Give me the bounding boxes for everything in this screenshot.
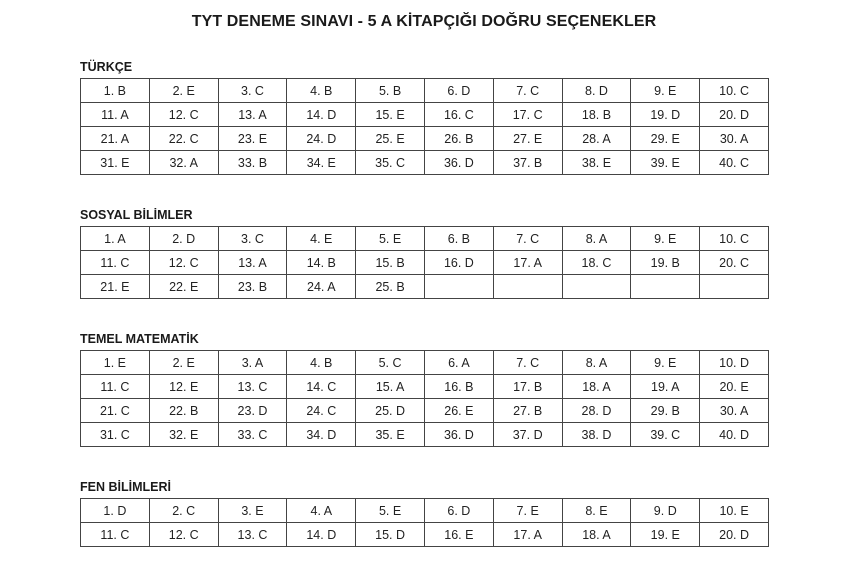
answer-cell: 10. D: [700, 351, 769, 375]
answer-cell: 23. B: [218, 275, 287, 299]
answer-cell: 5. E: [356, 227, 425, 251]
table-row: [81, 423, 769, 447]
answer-cell: 15. D: [356, 523, 425, 547]
answer-cell: 17. B: [493, 375, 562, 399]
answer-cell: 19. B: [631, 251, 700, 275]
table-row: [81, 151, 769, 175]
answer-cell: [562, 275, 631, 299]
answer-cell: 6. A: [424, 351, 493, 375]
answer-cell: 13. A: [218, 251, 287, 275]
answer-cell: [493, 275, 562, 299]
answer-cell: [700, 275, 769, 299]
answer-cell: 22. B: [149, 399, 218, 423]
section-title: SOSYAL BİLİMLER: [80, 208, 193, 222]
answer-cell: 10. C: [700, 227, 769, 251]
answer-cell: 11. C: [81, 251, 150, 275]
answer-cell: 36. D: [424, 423, 493, 447]
answer-cell: 34. E: [287, 151, 356, 175]
answer-cell: 13. C: [218, 523, 287, 547]
answer-cell: 4. B: [287, 79, 356, 103]
answer-cell: 33. B: [218, 151, 287, 175]
answer-cell: 13. C: [218, 375, 287, 399]
answer-cell: 30. A: [700, 399, 769, 423]
answer-cell: 14. C: [287, 375, 356, 399]
answer-cell: 8. A: [562, 227, 631, 251]
answer-cell: 3. C: [218, 227, 287, 251]
answer-cell: 7. C: [493, 227, 562, 251]
table-row: [81, 375, 769, 399]
answer-cell: 17. C: [493, 103, 562, 127]
answer-cell: 16. C: [424, 103, 493, 127]
answer-cell: 7. C: [493, 351, 562, 375]
answer-cell: 11. C: [81, 375, 150, 399]
answer-cell: 32. E: [149, 423, 218, 447]
answer-cell: 26. B: [424, 127, 493, 151]
table-row: [81, 523, 769, 547]
answer-cell: 17. A: [493, 523, 562, 547]
answer-cell: 5. B: [356, 79, 425, 103]
answer-cell: 8. E: [562, 499, 631, 523]
answer-cell: 16. B: [424, 375, 493, 399]
answer-cell: 1. D: [81, 499, 150, 523]
table-row: [81, 351, 769, 375]
answer-cell: 18. A: [562, 375, 631, 399]
section-temel-matematik: [80, 330, 769, 447]
answer-cell: 10. E: [700, 499, 769, 523]
answer-cell: [631, 275, 700, 299]
answer-cell: 15. A: [356, 375, 425, 399]
answer-cell: 16. E: [424, 523, 493, 547]
answer-cell: 3. A: [218, 351, 287, 375]
answer-cell: 35. C: [356, 151, 425, 175]
answer-cell: 10. C: [700, 79, 769, 103]
answer-cell: 35. E: [356, 423, 425, 447]
answer-cell: 40. C: [700, 151, 769, 175]
answer-cell: 37. D: [493, 423, 562, 447]
answer-cell: 5. E: [356, 499, 425, 523]
answer-cell: 9. E: [631, 79, 700, 103]
answer-cell: 26. E: [424, 399, 493, 423]
answer-cell: 20. D: [700, 523, 769, 547]
answer-cell: 11. A: [81, 103, 150, 127]
answer-cell: 18. A: [562, 523, 631, 547]
answer-cell: 5. C: [356, 351, 425, 375]
answer-cell: 12. C: [149, 103, 218, 127]
answer-cell: 38. E: [562, 151, 631, 175]
page-title: TYT DENEME SINAVI - 5 A KİTAPÇIĞI DOĞRU SEÇENEKLER: [191, 13, 657, 30]
answer-cell: 38. D: [562, 423, 631, 447]
answer-cell: 18. C: [562, 251, 631, 275]
answer-cell: 20. E: [700, 375, 769, 399]
answer-cell: 8. A: [562, 351, 631, 375]
answer-cell: 27. B: [493, 399, 562, 423]
answer-cell: 15. E: [356, 103, 425, 127]
section-title: FEN BİLİMLERİ: [80, 480, 171, 494]
answer-cell: 23. D: [218, 399, 287, 423]
answer-cell: 9. E: [631, 351, 700, 375]
answer-cell: 1. B: [81, 79, 150, 103]
answer-cell: 3. C: [218, 79, 287, 103]
section-title: TÜRKÇE: [80, 60, 133, 74]
answer-cell: 12. E: [149, 375, 218, 399]
answer-table: [80, 78, 769, 175]
answer-table: [80, 350, 769, 447]
answer-cell: 17. A: [493, 251, 562, 275]
answer-cell: 24. D: [287, 127, 356, 151]
answer-cell: 16. D: [424, 251, 493, 275]
answer-table: [80, 226, 769, 299]
answer-cell: 21. E: [81, 275, 150, 299]
answer-cell: 31. E: [81, 151, 150, 175]
answer-cell: 9. E: [631, 227, 700, 251]
answer-cell: 2. E: [149, 351, 218, 375]
answer-cell: 37. B: [493, 151, 562, 175]
answer-cell: 6. D: [424, 79, 493, 103]
answer-cell: 23. E: [218, 127, 287, 151]
answer-cell: 20. D: [700, 103, 769, 127]
answer-cell: 18. B: [562, 103, 631, 127]
section-fen-bilimleri: [80, 478, 769, 547]
table-row: [81, 103, 769, 127]
table-row: [81, 251, 769, 275]
answer-cell: 22. E: [149, 275, 218, 299]
answer-cell: 9. D: [631, 499, 700, 523]
answer-cell: 2. C: [149, 499, 218, 523]
answer-cell: 14. B: [287, 251, 356, 275]
answer-cell: 2. D: [149, 227, 218, 251]
section-title: TEMEL MATEMATİK: [80, 332, 199, 346]
answer-cell: 22. C: [149, 127, 218, 151]
answer-cell: 6. B: [424, 227, 493, 251]
answer-cell: 24. C: [287, 399, 356, 423]
answer-cell: 7. E: [493, 499, 562, 523]
answer-cell: 24. A: [287, 275, 356, 299]
answer-cell: 12. C: [149, 523, 218, 547]
answer-cell: 39. C: [631, 423, 700, 447]
answer-cell: 19. E: [631, 523, 700, 547]
answer-cell: 13. A: [218, 103, 287, 127]
answer-cell: 19. D: [631, 103, 700, 127]
answer-cell: 39. E: [631, 151, 700, 175]
section-sosyal-bilimler: [80, 206, 769, 299]
answer-cell: 21. A: [81, 127, 150, 151]
answer-cell: 33. C: [218, 423, 287, 447]
answer-cell: 25. E: [356, 127, 425, 151]
table-row: [81, 227, 769, 251]
answer-cell: 3. E: [218, 499, 287, 523]
answer-table: [80, 498, 769, 547]
answer-cell: 6. D: [424, 499, 493, 523]
answer-cell: 29. B: [631, 399, 700, 423]
answer-cell: 25. B: [356, 275, 425, 299]
answer-cell: 14. D: [287, 523, 356, 547]
answer-cell: 15. B: [356, 251, 425, 275]
answer-cell: 12. C: [149, 251, 218, 275]
answer-cell: 4. E: [287, 227, 356, 251]
answer-cell: 21. C: [81, 399, 150, 423]
answer-cell: 27. E: [493, 127, 562, 151]
answer-cell: 20. C: [700, 251, 769, 275]
answer-cell: 31. C: [81, 423, 150, 447]
answer-cell: 32. A: [149, 151, 218, 175]
table-row: [81, 127, 769, 151]
section-turkce: [80, 58, 769, 175]
answer-cell: 1. E: [81, 351, 150, 375]
answer-cell: 30. A: [700, 127, 769, 151]
table-row: [81, 499, 769, 523]
answer-cell: 28. D: [562, 399, 631, 423]
table-row: [81, 79, 769, 103]
answer-cell: 19. A: [631, 375, 700, 399]
answer-cell: 28. A: [562, 127, 631, 151]
answer-cell: 40. D: [700, 423, 769, 447]
answer-cell: 36. D: [424, 151, 493, 175]
answer-cell: 4. B: [287, 351, 356, 375]
answer-cell: 25. D: [356, 399, 425, 423]
answer-cell: 8. D: [562, 79, 631, 103]
answer-cell: 14. D: [287, 103, 356, 127]
table-row: [81, 275, 769, 299]
answer-cell: 34. D: [287, 423, 356, 447]
answer-cell: 2. E: [149, 79, 218, 103]
answer-cell: 4. A: [287, 499, 356, 523]
answer-cell: 1. A: [81, 227, 150, 251]
answer-cell: [424, 275, 493, 299]
table-row: [81, 399, 769, 423]
answer-cell: 7. C: [493, 79, 562, 103]
answer-cell: 11. C: [81, 523, 150, 547]
answer-cell: 29. E: [631, 127, 700, 151]
